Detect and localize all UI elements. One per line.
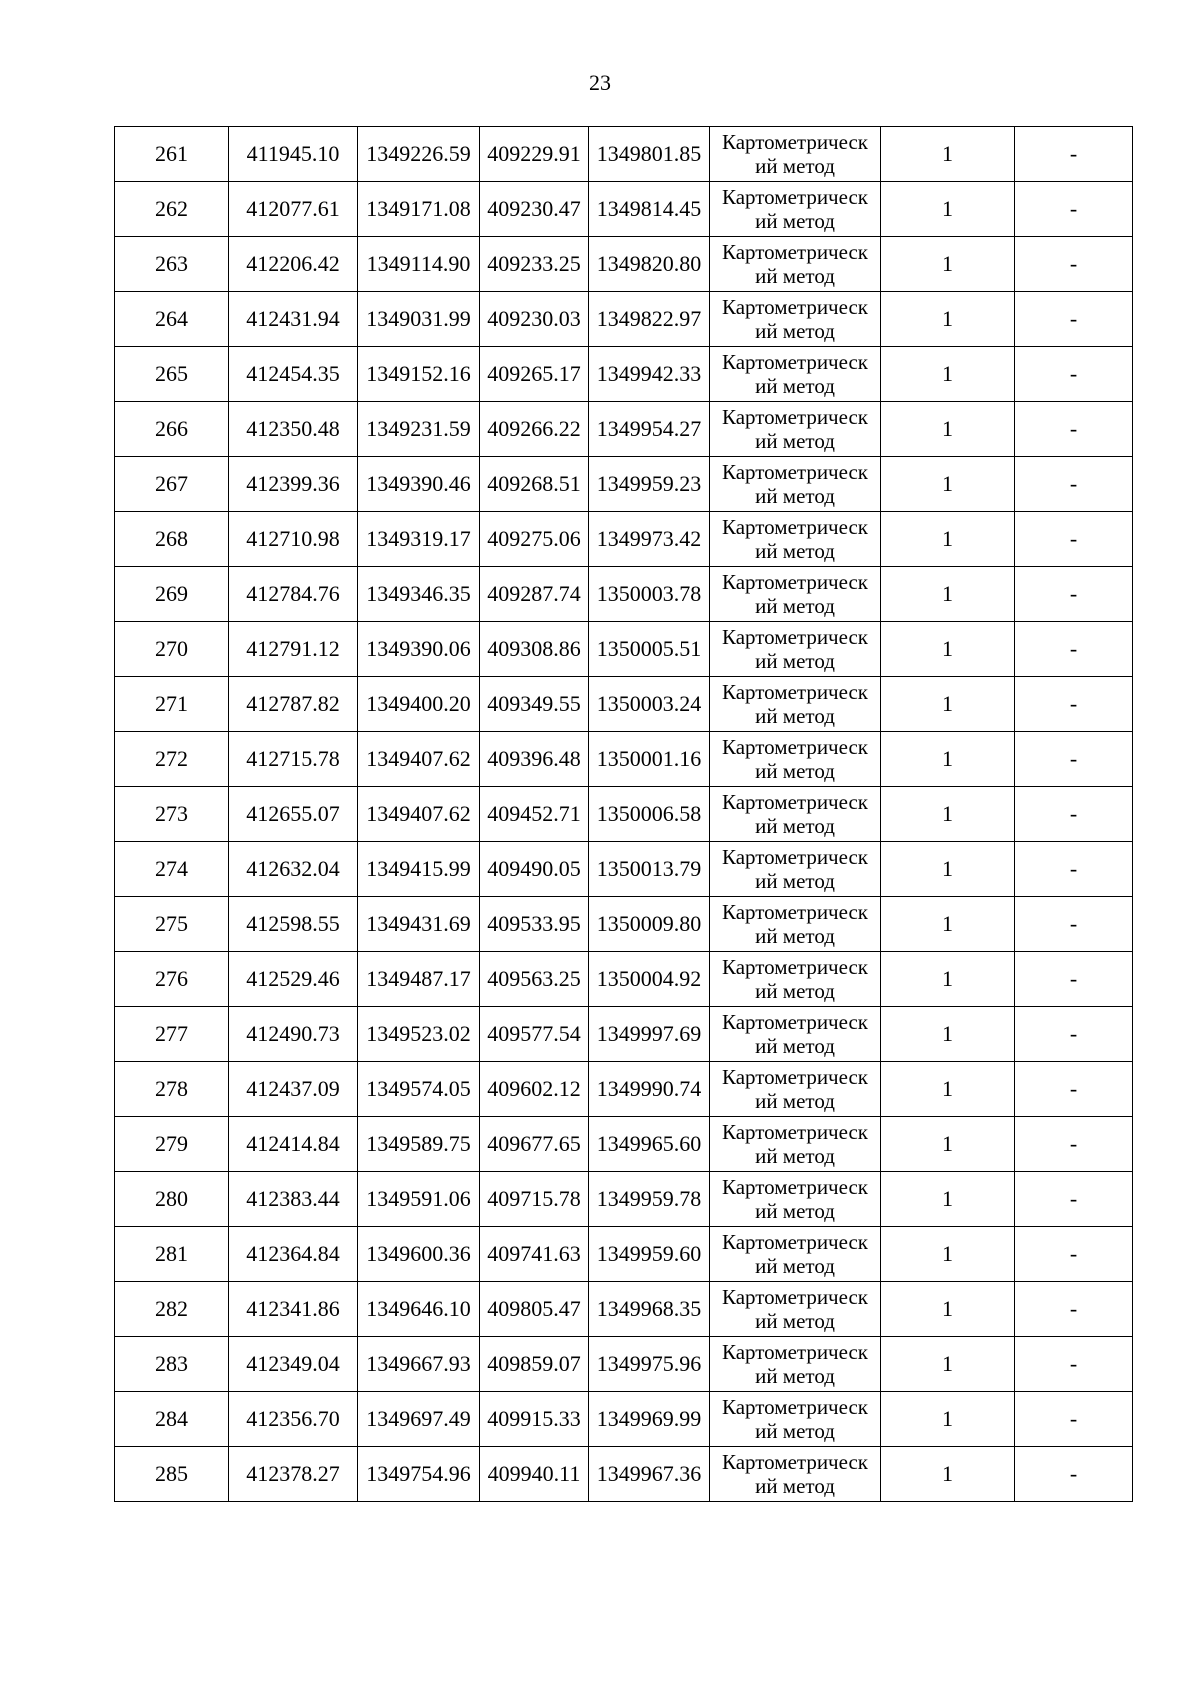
table-row [115,1062,1133,1117]
x2-cell: 409266.22 [480,402,589,457]
accuracy-cell: 1 [881,1282,1015,1337]
method-text: Картометрическ [722,350,868,374]
x2-cell: 409563.25 [480,952,589,1007]
method-text: ий метод [755,484,835,508]
accuracy-cell: 1 [881,1062,1015,1117]
method-cell [710,237,881,292]
method-text: ий метод [755,1034,835,1058]
method-text: ий метод [755,539,835,563]
y1-cell: 1349231.59 [358,402,480,457]
y2-cell: 1349968.35 [589,1282,710,1337]
x2-cell: 409265.17 [480,347,589,402]
method-text: ий метод [755,924,835,948]
x2-cell: 409308.86 [480,622,589,677]
note-cell: - [1015,1172,1133,1227]
method-cell [710,842,881,897]
x1-cell: 412598.55 [229,897,358,952]
x1-cell: 412364.84 [229,1227,358,1282]
point-number-cell: 285 [115,1447,229,1502]
table-row [115,1117,1133,1172]
method-text: ий метод [755,154,835,178]
note-cell: - [1015,127,1133,182]
page-number: 23 [589,70,611,95]
method-text: ий метод [755,594,835,618]
note-cell: - [1015,292,1133,347]
point-number-cell: 275 [115,897,229,952]
method-text: Картометрическ [722,900,868,924]
note-cell: - [1015,237,1133,292]
table-row [115,732,1133,787]
x2-cell: 409233.25 [480,237,589,292]
point-number-cell: 281 [115,1227,229,1282]
x2-cell: 409349.55 [480,677,589,732]
y2-cell: 1349975.96 [589,1337,710,1392]
method-text: Картометрическ [722,240,868,264]
accuracy-cell: 1 [881,1392,1015,1447]
y1-cell: 1349031.99 [358,292,480,347]
x1-cell: 412378.27 [229,1447,358,1502]
x2-cell: 409230.47 [480,182,589,237]
accuracy-cell: 1 [881,1117,1015,1172]
y2-cell: 1350005.51 [589,622,710,677]
y2-cell: 1349942.33 [589,347,710,402]
y2-cell: 1350003.78 [589,567,710,622]
method-text: ий метод [755,1474,835,1498]
x2-cell: 409229.91 [480,127,589,182]
y2-cell: 1350013.79 [589,842,710,897]
method-text: Картометрическ [722,130,868,154]
method-cell [710,1447,881,1502]
table-row [115,292,1133,347]
table-row [115,567,1133,622]
y2-cell: 1349967.36 [589,1447,710,1502]
accuracy-cell: 1 [881,512,1015,567]
y2-cell: 1349969.99 [589,1392,710,1447]
point-number-cell: 266 [115,402,229,457]
note-cell: - [1015,1117,1133,1172]
x1-cell: 412356.70 [229,1392,358,1447]
method-cell [710,897,881,952]
accuracy-cell: 1 [881,952,1015,1007]
accuracy-cell: 1 [881,1227,1015,1282]
table-row [115,457,1133,512]
x1-cell: 411945.10 [229,127,358,182]
point-number-cell: 269 [115,567,229,622]
table-row [115,842,1133,897]
accuracy-cell: 1 [881,1337,1015,1392]
y2-cell: 1349959.78 [589,1172,710,1227]
note-cell: - [1015,677,1133,732]
point-number-cell: 277 [115,1007,229,1062]
x2-cell: 409715.78 [480,1172,589,1227]
method-text: Картометрическ [722,1010,868,1034]
method-text: ий метод [755,649,835,673]
note-cell: - [1015,1337,1133,1392]
x2-cell: 409577.54 [480,1007,589,1062]
x1-cell: 412791.12 [229,622,358,677]
table-row [115,237,1133,292]
point-number-cell: 261 [115,127,229,182]
point-number-cell: 276 [115,952,229,1007]
x1-cell: 412077.61 [229,182,358,237]
x1-cell: 412383.44 [229,1172,358,1227]
method-text: ий метод [755,209,835,233]
x1-cell: 412787.82 [229,677,358,732]
accuracy-cell: 1 [881,127,1015,182]
method-text: ий метод [755,319,835,343]
accuracy-cell: 1 [881,402,1015,457]
accuracy-cell: 1 [881,347,1015,402]
point-number-cell: 262 [115,182,229,237]
table-row [115,897,1133,952]
method-cell [710,787,881,842]
method-text: ий метод [755,869,835,893]
x2-cell: 409533.95 [480,897,589,952]
accuracy-cell: 1 [881,677,1015,732]
accuracy-cell: 1 [881,897,1015,952]
method-text: Картометрическ [722,625,868,649]
y1-cell: 1349407.62 [358,732,480,787]
y2-cell: 1349822.97 [589,292,710,347]
x2-cell: 409677.65 [480,1117,589,1172]
note-cell: - [1015,1007,1133,1062]
x2-cell: 409602.12 [480,1062,589,1117]
x2-cell: 409452.71 [480,787,589,842]
note-cell: - [1015,897,1133,952]
y1-cell: 1349226.59 [358,127,480,182]
accuracy-cell: 1 [881,622,1015,677]
point-number-cell: 267 [115,457,229,512]
method-text: ий метод [755,1199,835,1223]
y1-cell: 1349400.20 [358,677,480,732]
y1-cell: 1349591.06 [358,1172,480,1227]
x2-cell: 409268.51 [480,457,589,512]
y1-cell: 1349754.96 [358,1447,480,1502]
method-text: ий метод [755,1144,835,1168]
accuracy-cell: 1 [881,732,1015,787]
method-cell [710,732,881,787]
method-text: ий метод [755,264,835,288]
point-number-cell: 284 [115,1392,229,1447]
table-row [115,1447,1133,1502]
point-number-cell: 274 [115,842,229,897]
accuracy-cell: 1 [881,182,1015,237]
table-row [115,1337,1133,1392]
point-number-cell: 263 [115,237,229,292]
x1-cell: 412437.09 [229,1062,358,1117]
method-text: Картометрическ [722,1120,868,1144]
x1-cell: 412632.04 [229,842,358,897]
table-row [115,512,1133,567]
y1-cell: 1349487.17 [358,952,480,1007]
note-cell: - [1015,567,1133,622]
accuracy-cell: 1 [881,1172,1015,1227]
note-cell: - [1015,347,1133,402]
note-cell: - [1015,457,1133,512]
x2-cell: 409940.11 [480,1447,589,1502]
y1-cell: 1349171.08 [358,182,480,237]
table-row [115,1282,1133,1337]
method-text: ий метод [755,814,835,838]
point-number-cell: 265 [115,347,229,402]
y1-cell: 1349600.36 [358,1227,480,1282]
table-row [115,1172,1133,1227]
table-row [115,622,1133,677]
point-number-cell: 264 [115,292,229,347]
method-text: ий метод [755,1309,835,1333]
table-row [115,787,1133,842]
y2-cell: 1350009.80 [589,897,710,952]
method-cell [710,347,881,402]
table-row [115,952,1133,1007]
x2-cell: 409230.03 [480,292,589,347]
method-text: Картометрическ [722,1230,868,1254]
note-cell: - [1015,622,1133,677]
y2-cell: 1350003.24 [589,677,710,732]
method-text: Картометрическ [722,405,868,429]
y1-cell: 1349697.49 [358,1392,480,1447]
x1-cell: 412655.07 [229,787,358,842]
method-text: Картометрическ [722,790,868,814]
y1-cell: 1349574.05 [358,1062,480,1117]
note-cell: - [1015,787,1133,842]
method-text: Картометрическ [722,570,868,594]
point-number-cell: 270 [115,622,229,677]
table-row [115,1007,1133,1062]
x1-cell: 412341.86 [229,1282,358,1337]
method-text: ий метод [755,979,835,1003]
y2-cell: 1349801.85 [589,127,710,182]
point-number-cell: 268 [115,512,229,567]
x2-cell: 409396.48 [480,732,589,787]
x2-cell: 409805.47 [480,1282,589,1337]
y1-cell: 1349646.10 [358,1282,480,1337]
note-cell: - [1015,952,1133,1007]
accuracy-cell: 1 [881,1007,1015,1062]
point-number-cell: 283 [115,1337,229,1392]
accuracy-cell: 1 [881,457,1015,512]
method-cell [710,622,881,677]
x2-cell: 409741.63 [480,1227,589,1282]
y1-cell: 1349114.90 [358,237,480,292]
method-cell [710,1337,881,1392]
note-cell: - [1015,182,1133,237]
method-text: Картометрическ [722,460,868,484]
y1-cell: 1349589.75 [358,1117,480,1172]
method-text: Картометрическ [722,185,868,209]
table-row [115,1392,1133,1447]
table-row [115,182,1133,237]
method-text: ий метод [755,1419,835,1443]
point-number-cell: 278 [115,1062,229,1117]
x2-cell: 409859.07 [480,1337,589,1392]
x1-cell: 412490.73 [229,1007,358,1062]
table-row [115,402,1133,457]
x1-cell: 412431.94 [229,292,358,347]
x1-cell: 412350.48 [229,402,358,457]
y2-cell: 1349965.60 [589,1117,710,1172]
note-cell: - [1015,1062,1133,1117]
x2-cell: 409275.06 [480,512,589,567]
note-cell: - [1015,732,1133,787]
method-cell [710,292,881,347]
method-cell [710,952,881,1007]
method-text: Картометрическ [722,845,868,869]
method-cell [710,1282,881,1337]
table-row [115,127,1133,182]
method-text: ий метод [755,1254,835,1278]
y1-cell: 1349415.99 [358,842,480,897]
y1-cell: 1349407.62 [358,787,480,842]
x2-cell: 409915.33 [480,1392,589,1447]
method-text: Картометрическ [722,1285,868,1309]
method-cell [710,1117,881,1172]
method-cell [710,1392,881,1447]
note-cell: - [1015,842,1133,897]
method-cell [710,1172,881,1227]
accuracy-cell: 1 [881,787,1015,842]
method-text: ий метод [755,704,835,728]
y1-cell: 1349431.69 [358,897,480,952]
note-cell: - [1015,1282,1133,1337]
method-text: Картометрическ [722,1450,868,1474]
method-cell [710,1007,881,1062]
y1-cell: 1349152.16 [358,347,480,402]
y2-cell: 1349959.23 [589,457,710,512]
y1-cell: 1349390.06 [358,622,480,677]
point-number-cell: 271 [115,677,229,732]
method-text: Картометрическ [722,955,868,979]
y2-cell: 1349973.42 [589,512,710,567]
y2-cell: 1350001.16 [589,732,710,787]
method-text: ий метод [755,374,835,398]
x1-cell: 412529.46 [229,952,358,1007]
y2-cell: 1349959.60 [589,1227,710,1282]
y2-cell: 1350006.58 [589,787,710,842]
method-text: Картометрическ [722,1175,868,1199]
accuracy-cell: 1 [881,1447,1015,1502]
method-cell [710,1062,881,1117]
y2-cell: 1349820.80 [589,237,710,292]
method-cell [710,567,881,622]
method-text: ий метод [755,1089,835,1113]
x1-cell: 412710.98 [229,512,358,567]
accuracy-cell: 1 [881,842,1015,897]
x1-cell: 412784.76 [229,567,358,622]
note-cell: - [1015,1447,1133,1502]
method-cell [710,1227,881,1282]
point-number-cell: 273 [115,787,229,842]
note-cell: - [1015,512,1133,567]
table-row [115,677,1133,732]
y2-cell: 1349990.74 [589,1062,710,1117]
x1-cell: 412715.78 [229,732,358,787]
x1-cell: 412399.36 [229,457,358,512]
table-row [115,347,1133,402]
accuracy-cell: 1 [881,292,1015,347]
point-number-cell: 272 [115,732,229,787]
y1-cell: 1349667.93 [358,1337,480,1392]
x2-cell: 409490.05 [480,842,589,897]
table-row [115,1227,1133,1282]
y2-cell: 1350004.92 [589,952,710,1007]
y1-cell: 1349390.46 [358,457,480,512]
note-cell: - [1015,1227,1133,1282]
method-text: ий метод [755,429,835,453]
method-text: Картометрическ [722,735,868,759]
method-text: Картометрическ [722,1395,868,1419]
method-text: Картометрическ [722,1065,868,1089]
coordinates-table [114,126,1133,1502]
method-text: Картометрическ [722,515,868,539]
y1-cell: 1349346.35 [358,567,480,622]
method-cell [710,127,881,182]
method-text: Картометрическ [722,680,868,704]
method-text: ий метод [755,1364,835,1388]
method-cell [710,457,881,512]
y2-cell: 1349814.45 [589,182,710,237]
accuracy-cell: 1 [881,567,1015,622]
note-cell: - [1015,402,1133,457]
method-cell [710,182,881,237]
x1-cell: 412454.35 [229,347,358,402]
x1-cell: 412349.04 [229,1337,358,1392]
accuracy-cell: 1 [881,237,1015,292]
table-body [115,127,1133,1502]
x1-cell: 412414.84 [229,1117,358,1172]
method-cell [710,677,881,732]
point-number-cell: 280 [115,1172,229,1227]
point-number-cell: 279 [115,1117,229,1172]
note-cell: - [1015,1392,1133,1447]
method-text: Картометрическ [722,1340,868,1364]
method-text: ий метод [755,759,835,783]
x2-cell: 409287.74 [480,567,589,622]
x1-cell: 412206.42 [229,237,358,292]
y2-cell: 1349997.69 [589,1007,710,1062]
method-text: Картометрическ [722,295,868,319]
y1-cell: 1349523.02 [358,1007,480,1062]
y1-cell: 1349319.17 [358,512,480,567]
method-cell [710,512,881,567]
point-number-cell: 282 [115,1282,229,1337]
y2-cell: 1349954.27 [589,402,710,457]
method-cell [710,402,881,457]
